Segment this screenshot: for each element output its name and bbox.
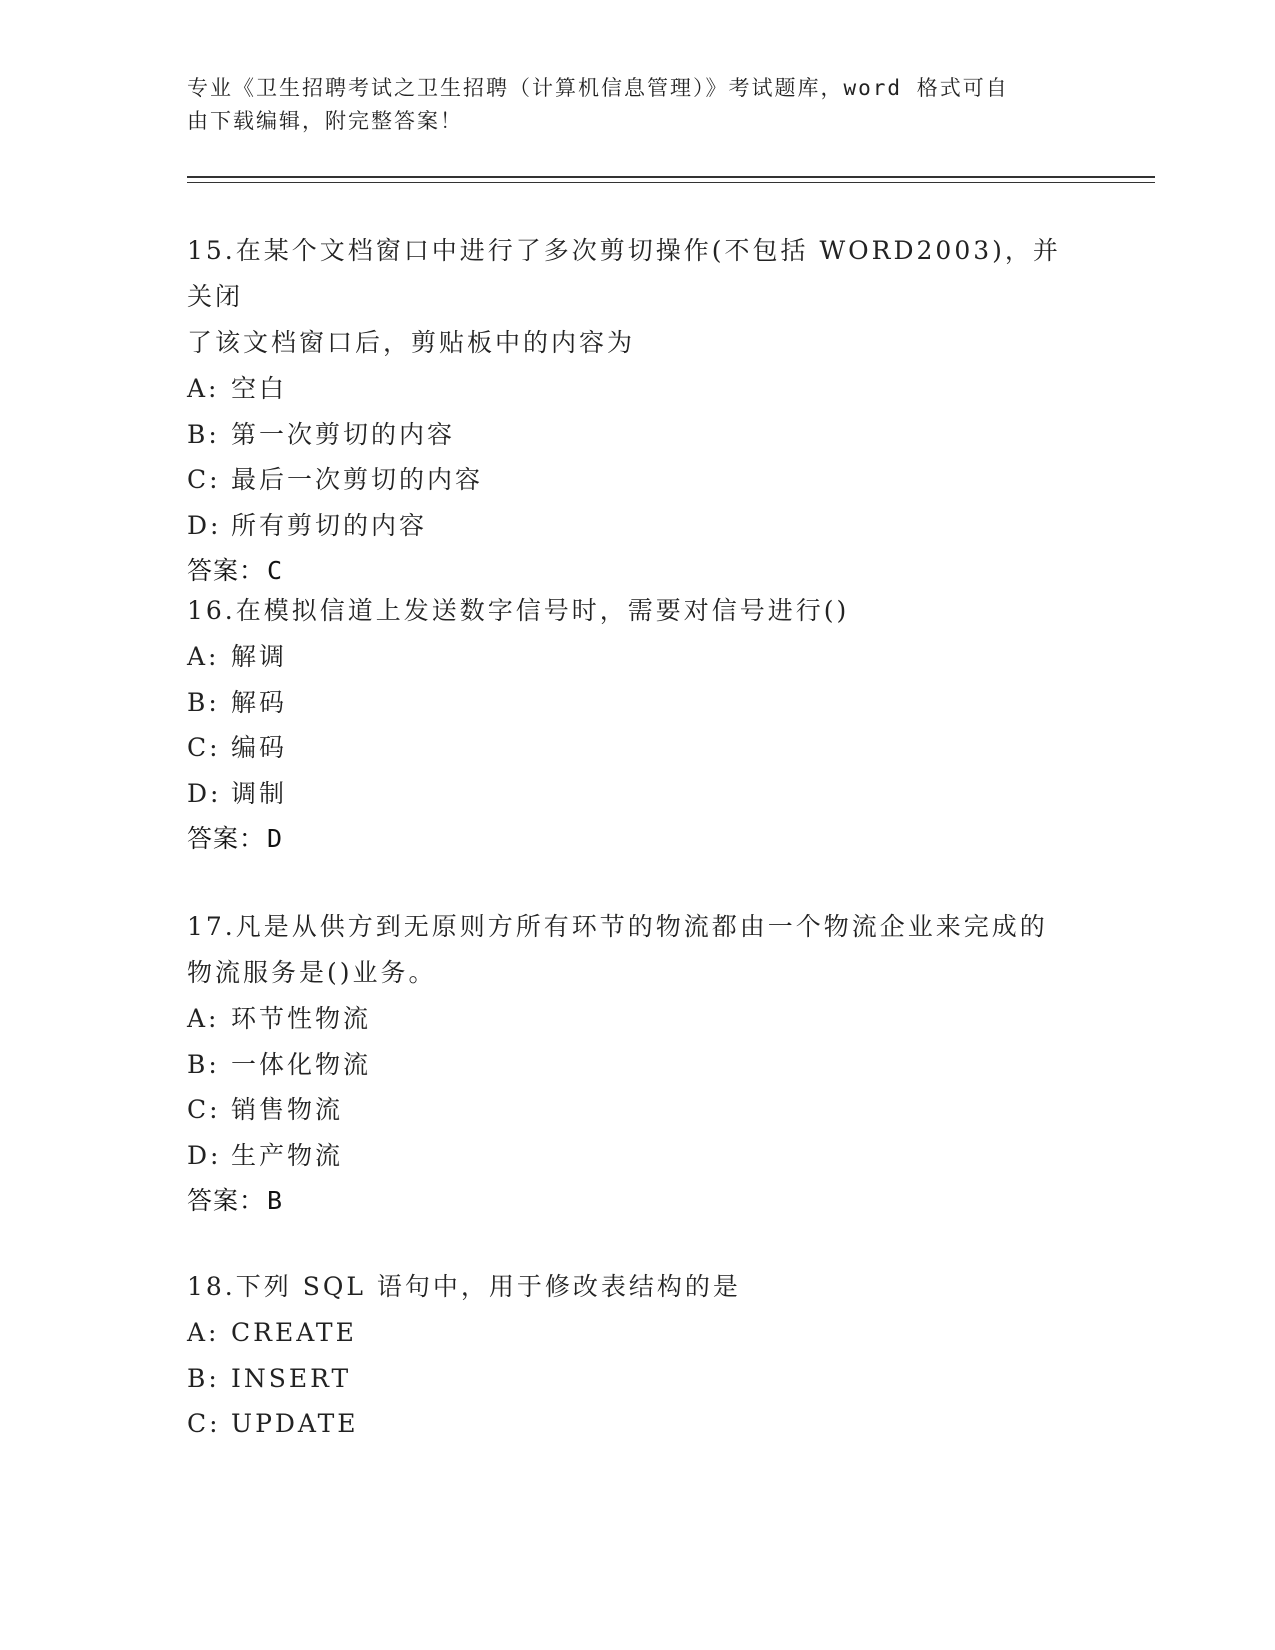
option-d: [187, 1133, 1087, 1179]
answer-label: 答案：: [187, 556, 266, 585]
header-note: [187, 72, 1067, 138]
answer-line: [187, 1178, 1087, 1224]
option-letter: C:: [187, 733, 221, 762]
answer-line: [187, 816, 1087, 862]
option-letter: C:: [187, 1409, 221, 1438]
option-c: [187, 457, 1087, 503]
option-letter: B:: [187, 419, 220, 449]
option-letter: A:: [187, 374, 220, 403]
option-text: 最后一次剪切的内容: [231, 465, 484, 494]
question-stem-line-1: 18.下列 SQL 语句中，用于修改表结构的是: [187, 1272, 741, 1301]
option-d: [187, 771, 1087, 817]
option-letter: D:: [187, 778, 222, 808]
option-letter: A:: [187, 1004, 220, 1033]
question-stem-line-2: 物流服务是()业务。: [187, 958, 437, 987]
option-text: 空白: [231, 374, 288, 403]
option-b: [187, 680, 1087, 726]
answer-label: 答案：: [187, 1186, 266, 1215]
header-note-line-2: 由下载编辑，附完整答案！: [187, 109, 463, 133]
option-a: [187, 996, 1087, 1042]
option-d: [187, 503, 1087, 549]
header-rule-thin: [187, 182, 1155, 183]
option-letter: A:: [187, 642, 220, 671]
question-17: [187, 904, 1087, 1224]
option-c: [187, 725, 1087, 771]
option-letter: C:: [187, 1095, 221, 1124]
header-note-line-1: 专业《卫生招聘考试之卫生招聘（计算机信息管理）》考试题库，word 格式可自: [187, 76, 1009, 100]
option-text: 一体化物流: [231, 1049, 372, 1079]
question-16: [187, 588, 1087, 862]
option-letter: D:: [187, 1140, 222, 1170]
question-18: [187, 1264, 1087, 1447]
option-text: 解调: [231, 642, 288, 671]
option-text: 编码: [231, 733, 288, 762]
option-c: [187, 1087, 1087, 1133]
header-rule-thick: [187, 176, 1155, 178]
question-stem-line-1: 17.凡是从供方到无原则方所有环节的物流都由一个物流企业来完成的: [187, 912, 1048, 941]
option-text: 销售物流: [231, 1095, 344, 1124]
option-a: [187, 366, 1087, 412]
option-letter: B:: [187, 687, 220, 717]
question-stem-line-1: 15.在某个文档窗口中进行了多次剪切操作(不包括 WORD2003)，并关闭: [187, 236, 1061, 311]
option-c: [187, 1401, 1087, 1447]
answer-label: 答案：: [187, 824, 266, 853]
option-letter: A:: [187, 1318, 220, 1347]
option-text: 调制: [231, 778, 288, 808]
answer-value: D: [267, 824, 284, 853]
question-stem-line-2: 了该文档窗口后，剪贴板中的内容为: [187, 328, 636, 357]
question-15: [187, 228, 1087, 594]
option-text: INSERT: [231, 1363, 352, 1393]
option-text: 第一次剪切的内容: [231, 419, 456, 449]
option-letter: D:: [187, 510, 222, 540]
option-b: [187, 412, 1087, 458]
option-text: 所有剪切的内容: [231, 510, 428, 540]
answer-value: C: [267, 556, 284, 585]
option-letter: B:: [187, 1049, 220, 1079]
option-b: [187, 1356, 1087, 1402]
option-a: [187, 1310, 1087, 1356]
option-letter: B:: [187, 1363, 220, 1393]
option-a: [187, 634, 1087, 680]
option-text: 解码: [231, 687, 288, 717]
option-text: CREATE: [231, 1318, 357, 1347]
option-letter: C:: [187, 465, 221, 494]
option-text: UPDATE: [231, 1409, 359, 1438]
option-b: [187, 1042, 1087, 1088]
question-stem-line-1: 16.在模拟信道上发送数字信号时，需要对信号进行(): [187, 596, 850, 625]
option-text: 环节性物流: [231, 1004, 372, 1033]
option-text: 生产物流: [231, 1140, 344, 1170]
answer-value: B: [267, 1186, 284, 1215]
